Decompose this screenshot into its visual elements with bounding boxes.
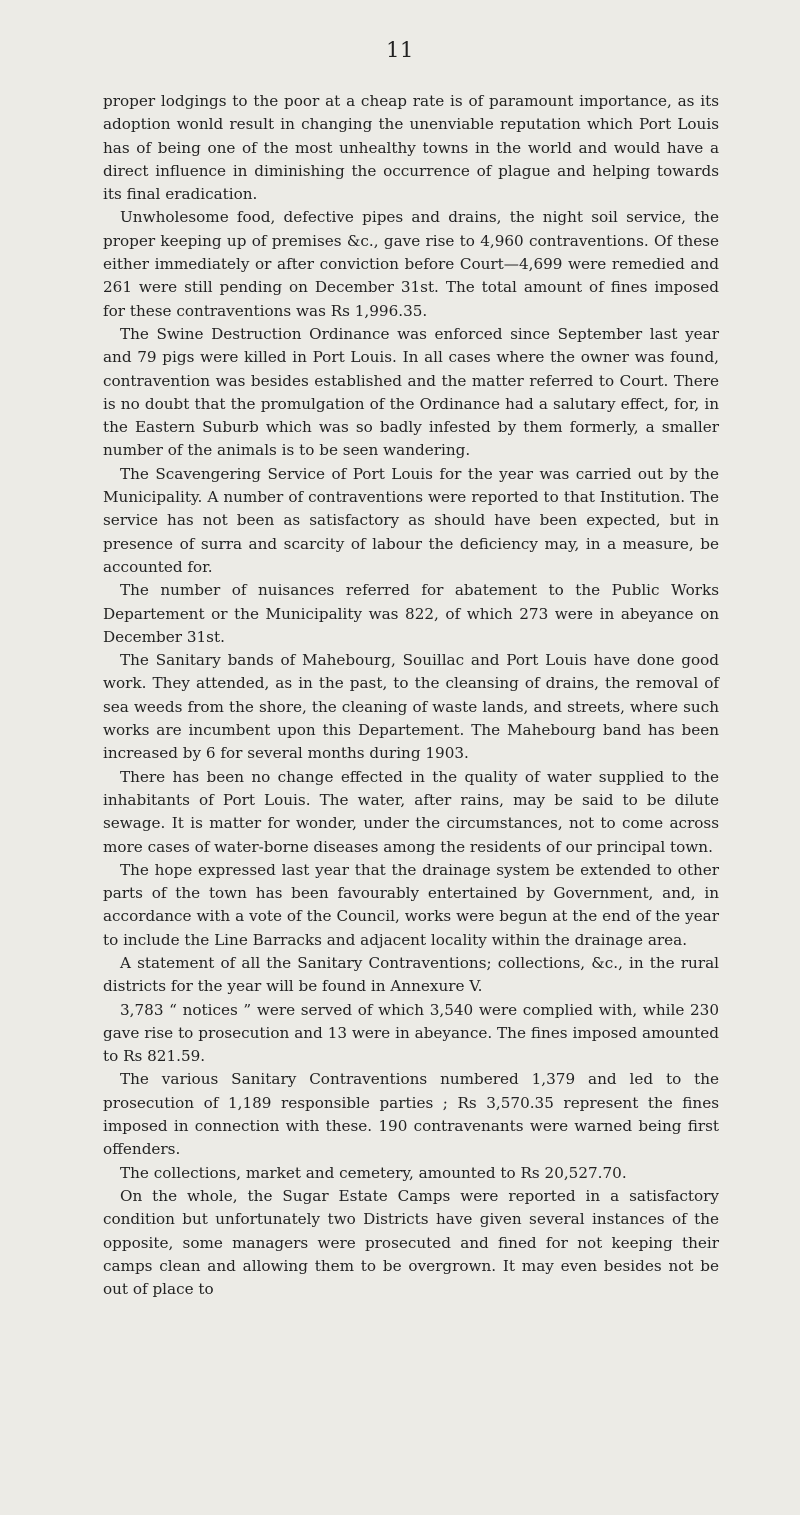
paragraph-scavengering: The Scavengering Service of Port Louis for the year was carried out by the Municipality. A number of contraventions were reported to that Institution. The service has not been as satisfactory as should have been expected, but in presence of surra and scarcity of labour the deficiency may, in a measure, be accounted for. [103, 464, 719, 576]
page-number: 11 [386, 38, 414, 62]
paragraph-swine-ordinance: The Swine Destruction Ordinance was enforced since September last year and 79 pigs were killed in Port Louis. In all cases where the owner was found, contravention was besides established and the matter referred to Court. There is no doubt that the promulgation of the Ordinance had a salutary effect, for, in the Eastern Suburb which was so badly infested by them formerly, a smaller number of the animals is to be seen wandering. [103, 324, 719, 460]
paragraph-water-supply: There has been no change effected in the quality of water supplied to the inhabitants of Port Louis. The water, after rains, may be said to be dilute sewage. It is matter for wonder, under the circumstances, not to come across more cases of water-borne diseases among the residents of our principal town. [103, 767, 719, 856]
paragraph-lodgings: proper lodgings to the poor at a cheap rate is of paramount importance, as its adoption wonld result in changing the unenviable reputation which Port Louis has of being one of the most unhealthy towns in the world and would have a direct influence in diminishing the occurrence of plague and helping towards its final eradication. [103, 92, 719, 204]
paragraph-collections: The collections, market and cemetery, amounted to Rs 20,527.70. [120, 1163, 627, 1182]
paragraph-sugar-estate-camps: On the whole, the Sugar Estate Camps were reported in a satisfactory condition but unfortunately two Districts have given several instances of the opposite, some managers were prosecuted and fined for not keeping their camps clean and allowing them to be overgrown. It may even besides not be out of place to [103, 1186, 719, 1299]
paragraph-drainage: The hope expressed last year that the drainage system be extended to other parts of the town has been favourably entertained by Government, and, in accordance with a vote of the Council, works were begun at the end of the year to include the Line Barracks and adjacent locality within the drainage area. [103, 860, 719, 949]
paragraph-notices: 3,783 “ notices ” were served of which 3,540 were complied with, while 230 gave rise to prosecution and 13 were in abeyance. The fines imposed amounted to Rs 821.59. [103, 1000, 719, 1066]
paragraph-statement-annexure: A statement of all the Sanitary Contraventions; collections, &c., in the rural districts for the year will be found in Annexure V. [103, 953, 719, 996]
paragraph-nuisances: The number of nuisances referred for abatement to the Public Works Departement or the Municipality was 822, of which 273 were in abeyance on December 31st. [103, 581, 719, 646]
paragraph-unwholesome-food: Unwholesome food, defective pipes and drains, the night soil service, the proper keeping up of premises &c., gave rise to 4,960 contraventions. Of these either immediately or after conviction before Court—4,699 were remedied and 261 were still pending on December 31st. The total amount of fines imposed for these contraventions was Rs 1,996.35. [103, 208, 719, 320]
body-text [103, 90, 719, 1301]
paragraph-contraventions: The various Sanitary Contraventions numbered 1,379 and led to the prosecution of 1,189 responsible parties ; Rs 3,570.35 represent the fines imposed in connection with these. 190 contravenants were warned being first offenders. [103, 1070, 719, 1159]
paragraph-sanitary-bands: The Sanitary bands of Mahebourg, Souillac and Port Louis have done good work. They attended, as in the past, to the cleansing of drains, the removal of sea weeds from the shore, the cleaning of waste lands, and streets, where such works are incumbent upon this Departement. The Mahebourg band has been increased by 6 for several months during 1903. [103, 651, 719, 763]
